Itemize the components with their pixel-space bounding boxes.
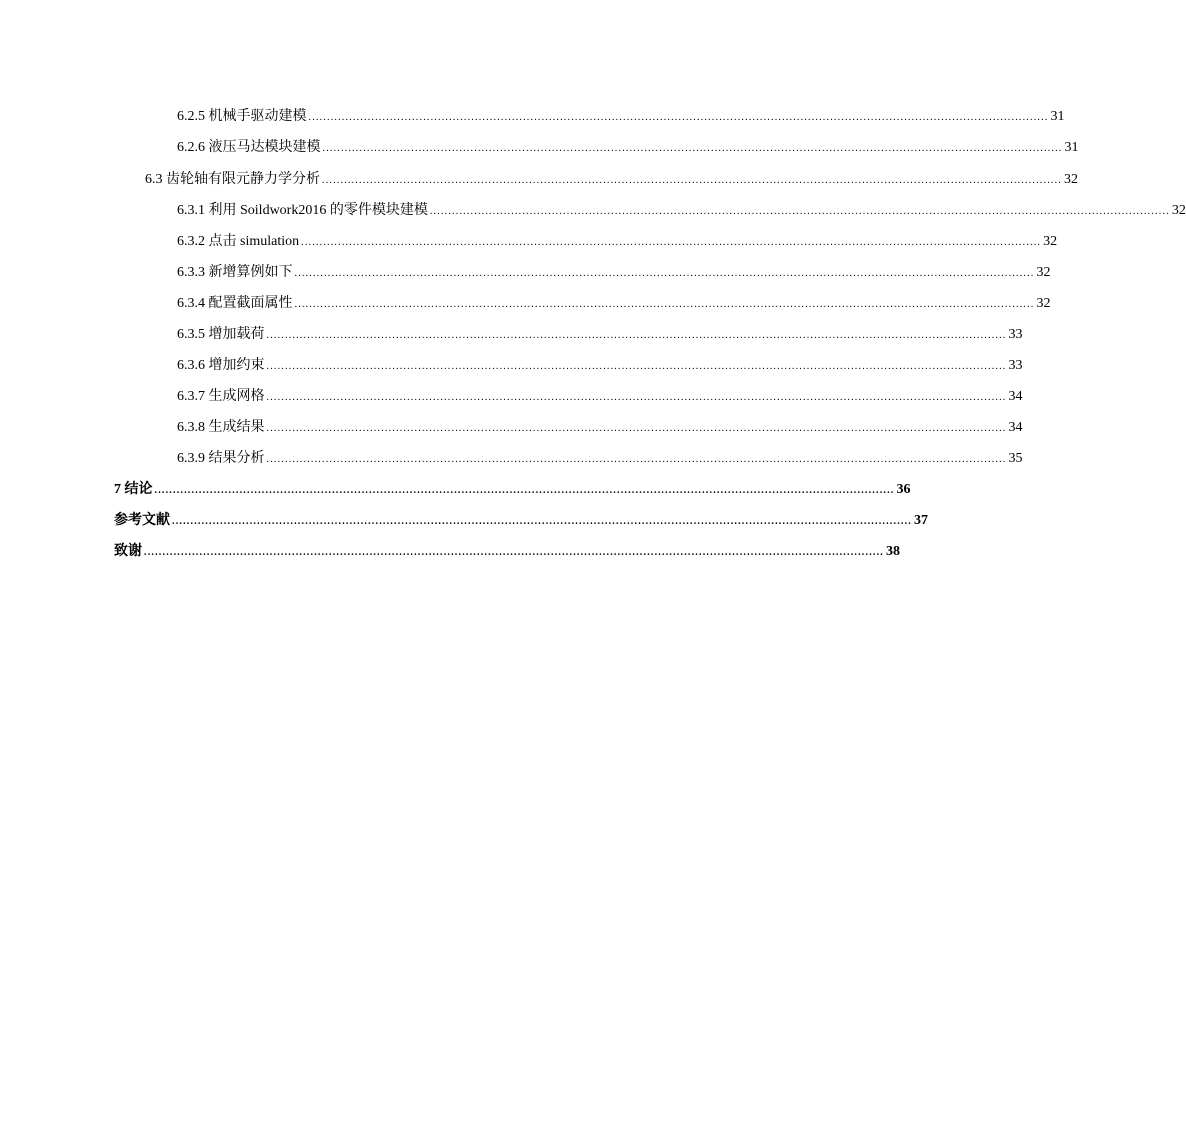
toc-entry	[177, 231, 1058, 253]
toc-page-number: 37	[914, 513, 928, 528]
toc-page-number: 35	[1008, 451, 1023, 466]
toc-page-number: 34	[1008, 420, 1023, 435]
toc-leader-dots: ........................................................................................................................................................................................................	[301, 237, 1042, 248]
toc-entry-label: 6.3.1 利用 Soildwork2016 的零件模块建模	[177, 203, 428, 218]
toc-leader-dots: ........................................................................................................................................................................................................	[154, 485, 895, 496]
toc-entry-label: 6.3.6 增加约束	[177, 358, 265, 373]
toc-leader-dots: ........................................................................................................................................................................................................	[294, 268, 1035, 279]
toc-entry	[177, 262, 1051, 284]
toc-entry-label: 6.2.5 机械手驱动建模	[177, 109, 307, 124]
toc-page-number: 36	[896, 482, 911, 497]
toc-entry-label: 7 结论	[114, 482, 153, 497]
toc-entry-label: 6.3.9 结果分析	[177, 451, 265, 466]
toc-entry-label: 6.3.3 新增算例如下	[177, 265, 293, 280]
toc-leader-dots: ........................................................................................................................................................................................................	[322, 143, 1063, 154]
toc-entry-label: 6.3 齿轮轴有限元静力学分析	[145, 172, 320, 187]
toc-leader-dots: ........................................................................................................................................................................................................	[266, 454, 1007, 465]
toc-entry	[114, 479, 911, 501]
toc-entry	[177, 417, 1023, 439]
toc-entry-label: 6.3.2 点击 simulation	[177, 234, 300, 249]
toc-entry-label: 6.2.6 液压马达模块建模	[177, 140, 321, 155]
toc-entry	[114, 541, 900, 563]
toc-entry	[177, 106, 1065, 128]
toc-entry	[114, 510, 928, 532]
toc-entry-label: 参考文献	[114, 513, 170, 528]
toc-leader-dots: ........................................................................................................................................................................................................	[266, 423, 1007, 434]
toc-page-number: 33	[1008, 358, 1023, 373]
toc-entry	[177, 355, 1023, 377]
toc-page-number: 34	[1008, 389, 1023, 404]
toc-page-number: 32	[1043, 234, 1058, 249]
toc-leader-dots: ........................................................................................................................................................................................................	[322, 175, 1062, 186]
toc-page-number: 38	[886, 544, 900, 559]
toc-entry	[145, 169, 1078, 191]
toc-entry	[177, 137, 1079, 159]
toc-page-number: 31	[1050, 109, 1065, 124]
toc-page-number: 32	[1036, 296, 1051, 311]
toc-entry-label: 6.3.4 配置截面属性	[177, 296, 293, 311]
toc-page-number: 32	[1036, 265, 1051, 280]
toc-entry-label: 6.3.5 增加载荷	[177, 327, 265, 342]
toc-leader-dots: ........................................................................................................................................................................................................	[266, 361, 1007, 372]
toc-leader-dots: ........................................................................................................................................................................................................	[144, 547, 884, 558]
toc-entry	[177, 386, 1023, 408]
toc-leader-dots: ........................................................................................................................................................................................................	[429, 206, 1170, 217]
toc-page-number: 31	[1064, 140, 1079, 155]
toc-entry-label: 6.3.7 生成网格	[177, 389, 265, 404]
toc-entry	[177, 448, 1023, 470]
toc-entry	[177, 293, 1051, 315]
toc-entry	[177, 324, 1023, 346]
toc-leader-dots: ........................................................................................................................................................................................................	[308, 112, 1049, 123]
toc-page-number: 32	[1171, 203, 1186, 218]
toc-entry-label: 6.3.8 生成结果	[177, 420, 265, 435]
toc-page-number: 33	[1008, 327, 1023, 342]
toc-page-number: 32	[1064, 172, 1078, 187]
toc-leader-dots: ........................................................................................................................................................................................................	[266, 330, 1007, 341]
toc-leader-dots: ........................................................................................................................................................................................................	[266, 392, 1007, 403]
toc-entry	[177, 200, 1186, 222]
toc-leader-dots: ........................................................................................................................................................................................................	[294, 299, 1035, 310]
toc-entry-label: 致谢	[114, 544, 142, 559]
toc-leader-dots: ........................................................................................................................................................................................................	[172, 516, 912, 527]
